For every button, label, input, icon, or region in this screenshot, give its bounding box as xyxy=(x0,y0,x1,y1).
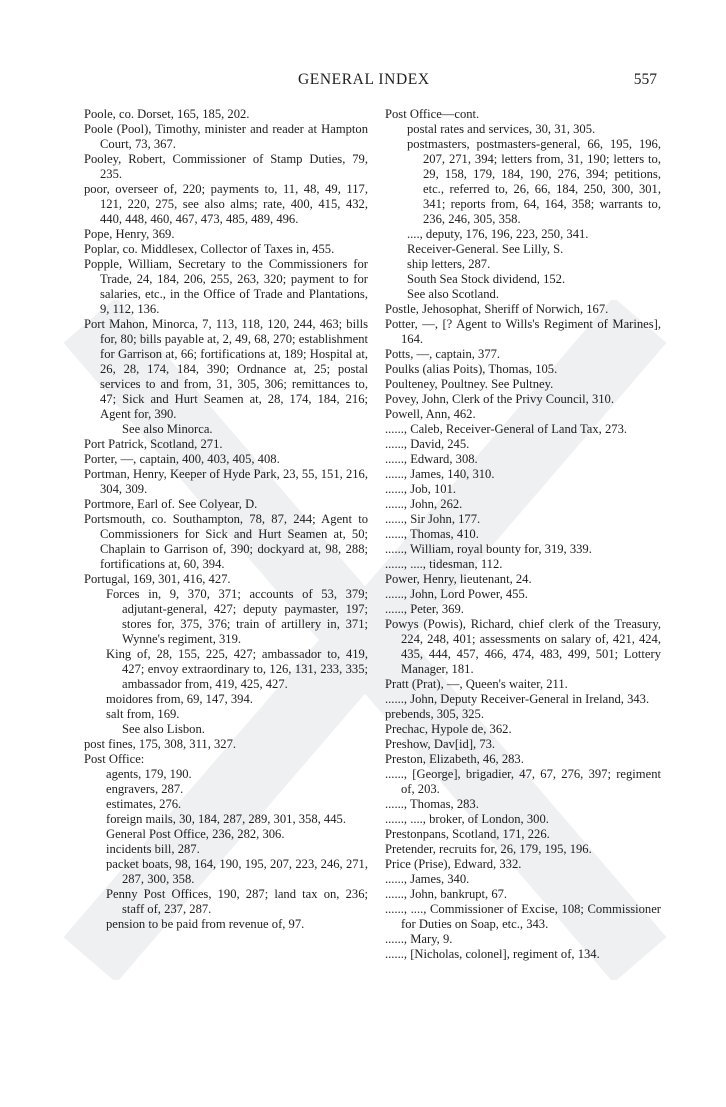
index-entry: ......, [Nicholas, colonel], regiment of, 134. xyxy=(385,947,600,961)
index-entry: ......, Thomas, 283. xyxy=(385,797,479,811)
index-entry: Poole, co. Dorset, 165, 185, 202. xyxy=(84,107,250,121)
index-entry: Post Office: xyxy=(84,752,145,766)
index-entry: ship letters, 287. xyxy=(407,257,491,271)
index-entry: agents, 179, 190. xyxy=(106,767,192,781)
index-entry: Preston, Elizabeth, 46, 283. xyxy=(385,752,524,766)
index-entry: Poplar, co. Middlesex, Collector of Taxes in, 455. xyxy=(84,242,335,256)
index-entry: ......, David, 245. xyxy=(385,437,470,451)
index-entry: Poulteney, Poultney. See Pultney. xyxy=(385,377,554,391)
index-entry: moidores from, 69, 147, 394. xyxy=(106,692,253,706)
index-entry: Povey, John, Clerk of the Privy Council, 310. xyxy=(385,392,615,406)
index-entry: ......, James, 340. xyxy=(385,872,470,886)
index-entry: ......, John, 262. xyxy=(385,497,463,511)
index-entry: Poole (Pool), Timothy, minister and reader at Hampton Court, 73, 367. xyxy=(84,122,368,151)
index-entry: Potts, —, captain, 377. xyxy=(385,347,501,361)
index-entry: incidents bill, 287. xyxy=(106,842,200,856)
index-entry: Penny Post Offices, 190, 287; land tax on, 236; staff of, 237, 287. xyxy=(106,887,368,916)
index-entry: Receiver-General. See Lilly, S. xyxy=(407,242,564,256)
index-entry: foreign mails, 30, 184, 287, 289, 301, 358, 445. xyxy=(106,812,346,826)
index-entry: Portugal, 169, 301, 416, 427. xyxy=(84,572,231,586)
index-entry: ...., deputy, 176, 196, 223, 250, 341. xyxy=(407,227,589,241)
index-entry: Potter, —, [? Agent to Wills's Regiment of Marines], 164. xyxy=(385,317,661,346)
index-entry: post fines, 175, 308, 311, 327. xyxy=(84,737,237,751)
index-entry: Portman, Henry, Keeper of Hyde Park, 23, 55, 151, 216, 304, 309. xyxy=(84,467,368,496)
index-entry: postmasters, postmasters-general, 66, 195, 196, 207, 271, 394; letters from, 31, 190; letters to, 29, 158, 179, 184, 190, 276, 394; petitions, etc., referred to, 26, 66, 184, 250, 300, 301, 341; reports from, 64, 164, 358; warrants to, 236, 246, 305, 358. xyxy=(407,137,661,226)
index-entry: ......, John, Deputy Receiver-General in Ireland, 343. xyxy=(385,692,650,706)
index-entry: Post Office—cont. xyxy=(385,107,480,121)
index-column-left xyxy=(84,107,368,932)
index-entry: See also Minorca. xyxy=(122,422,213,436)
index-entry: Powys (Powis), Richard, chief clerk of the Treasury, 224, 248, 401; assessments on salary of, 421, 424, 435, 444, 457, 466, 474, 483, 499, 501; Lottery Manager, 181. xyxy=(385,617,661,676)
page-title: GENERAL INDEX xyxy=(298,71,430,88)
index-entry: ......, Caleb, Receiver-General of Land Tax, 273. xyxy=(385,422,628,436)
index-entry: ......, James, 140, 310. xyxy=(385,467,495,481)
index-entry: Power, Henry, lieutenant, 24. xyxy=(385,572,532,586)
index-entry: ......, Thomas, 410. xyxy=(385,527,479,541)
index-entry: Pratt (Prat), —, Queen's waiter, 211. xyxy=(385,677,568,691)
index-entry: Poulks (alias Poits), Thomas, 105. xyxy=(385,362,558,376)
index-entry: ......, Job, 101. xyxy=(385,482,457,496)
index-entry: Powell, Ann, 462. xyxy=(385,407,476,421)
index-entry: Pretender, recruits for, 26, 179, 195, 196. xyxy=(385,842,592,856)
page-number: 557 xyxy=(633,71,657,88)
index-entry: pension to be paid from revenue of, 97. xyxy=(106,917,305,931)
index-entry: estimates, 276. xyxy=(106,797,182,811)
index-entry: See also Lisbon. xyxy=(122,722,205,736)
index-entry: King of, 28, 155, 225, 427; ambassador to, 419, 427; envoy extraordinary to, 126, 131, 233, 335; ambassador from, 419, 425, 427. xyxy=(106,647,368,691)
index-entry: ......, Mary, 9. xyxy=(385,932,453,946)
index-entry: General Post Office, 236, 282, 306. xyxy=(106,827,285,841)
index-entry: Postle, Jehosophat, Sheriff of Norwich, 167. xyxy=(385,302,609,316)
index-entry: Portsmouth, co. Southampton, 78, 87, 244; Agent to Commissioners for Sick and Hurt Seamen at, 50; Chaplain to Garrison of, 390; dockyard at, 98, 288; fortifications at, 60, 394. xyxy=(84,512,368,571)
index-entry: prebends, 305, 325. xyxy=(385,707,484,721)
index-entry: Preshow, Dav[id], 73. xyxy=(385,737,496,751)
index-entry: ......, Sir John, 177. xyxy=(385,512,481,526)
index-entry: postal rates and services, 30, 31, 305. xyxy=(407,122,596,136)
index-entry: South Sea Stock dividend, 152. xyxy=(407,272,566,286)
index-entry: ......, John, bankrupt, 67. xyxy=(385,887,508,901)
index-entry: Popple, William, Secretary to the Commissioners for Trade, 24, 184, 206, 255, 263, 320; payment to for salaries, etc., in the Office of Trade and Plantations, 9, 112, 136. xyxy=(84,257,368,316)
index-entry: Porter, —, captain, 400, 403, 405, 408. xyxy=(84,452,280,466)
index-entry: ......, William, royal bounty for, 319, 339. xyxy=(385,542,592,556)
index-entry: Prestonpans, Scotland, 171, 226. xyxy=(385,827,550,841)
index-entry: ......, ...., Commissioner of Excise, 108; Commissioner for Duties on Soap, etc., 343. xyxy=(385,902,661,931)
index-entry: Pope, Henry, 369. xyxy=(84,227,175,241)
index-column-right xyxy=(385,107,661,962)
index-entry: Port Patrick, Scotland, 271. xyxy=(84,437,223,451)
index-entry: ......, Edward, 308. xyxy=(385,452,478,466)
index-entry: engravers, 287. xyxy=(106,782,184,796)
index-entry: ......, ...., tidesman, 112. xyxy=(385,557,503,571)
index-entry: Pooley, Robert, Commissioner of Stamp Duties, 79, 235. xyxy=(84,152,368,181)
index-entry: poor, overseer of, 220; payments to, 11, 48, 49, 117, 121, 220, 275, see also alms; rate, 400, 415, 432, 440, 448, 460, 467, 473, 485, 489, 496. xyxy=(84,182,368,226)
index-entry: Forces in, 9, 370, 371; accounts of 53, 379; adjutant-general, 427; deputy paymaster, 197; stores for, 375, 376; train of artillery in, 371; Wynne's regiment, 319. xyxy=(106,587,368,646)
index-entry: Portmore, Earl of. See Colyear, D. xyxy=(84,497,258,511)
index-entry: salt from, 169. xyxy=(106,707,180,721)
index-entry: ......, [George], brigadier, 47, 67, 276, 397; regiment of, 203. xyxy=(385,767,661,796)
index-entry: Port Mahon, Minorca, 7, 113, 118, 120, 244, 463; bills for, 80; bills payable at, 2, 49, 68, 270; establishment for Garrison at, 66; fortifications at, 189; Hospital at, 26, 28, 174, 184, 390; Ordnance at, 25; postal services to and from, 31, 305, 306; remittances to, 47; Sick and Hurt Seamen at, 28, 174, 184, 216; Agent for, 390. xyxy=(84,317,368,421)
index-entry: Price (Prise), Edward, 332. xyxy=(385,857,522,871)
index-entry: See also Scotland. xyxy=(407,287,499,301)
index-entry: ......, Peter, 369. xyxy=(385,602,464,616)
index-entry: ......, John, Lord Power, 455. xyxy=(385,587,528,601)
index-entry: packet boats, 98, 164, 190, 195, 207, 223, 246, 271, 287, 300, 358. xyxy=(106,857,368,886)
index-entry: Prechac, Hypole de, 362. xyxy=(385,722,512,736)
index-entry: ......, ...., broker, of London, 300. xyxy=(385,812,549,826)
